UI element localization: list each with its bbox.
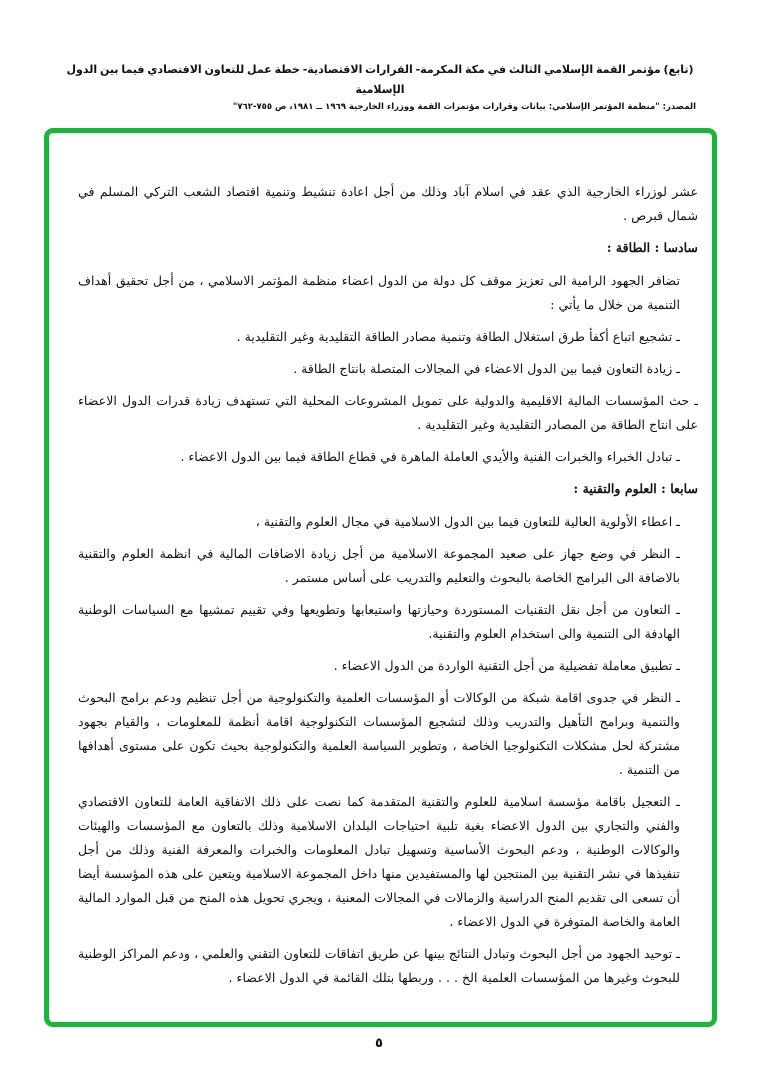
list-item: ـ توحيد الجهود من أجل البحوث وتبادل النتائج بينها عن طريق اتفاقات للتعاون التقني والعلمي ، ودعم المراكز الوطنية للبحوث وغيرها من المؤسسات العلمية الخ . . . وربطها بتلك القائمة في الدول الاعضاء . — [78, 946, 680, 985]
list-item: ـ زيادة التعاون فيما بين الدول الاعضاء في المجالات المتصلة بانتاج الطاقة . — [293, 361, 680, 376]
list-item: ـ تطبيق معاملة تفضيلية من أجل التقنية الواردة من الدول الاعضاء . — [333, 658, 680, 673]
page-number: ٥ — [375, 1036, 383, 1051]
document-source: المصدر: "منظمة المؤتمر الإسلامي: بيانات وقرارات مؤتمرات القمة ووزراء الخارجية ١٩٦٩ ــ ١٩٨١، ص ٧٥٥-٧٦٢" — [232, 102, 696, 112]
list-item: ـ اعطاء الأولوية العالية للتعاون فيما بين الدول الاسلامية في مجال العلوم والتقنية ، — [255, 514, 680, 529]
section-heading-science: سابعا : العلوم والتقنية : — [573, 481, 698, 496]
list-item: ـ تبادل الخبراء والخبرات الفنية والأيدي العاملة الماهرة في قطاع الطاقة فيما بين الدول الاعضاء . — [180, 449, 680, 464]
list-item: ـ تشجيع اتباع أكفأ طرق استغلال الطاقة وتنمية مصادر الطاقة التقليدية وغير التقليدية . — [236, 329, 680, 344]
intro-continuation: عشر لوزراء الخارجية الذي عقد في اسلام آباد وذلك من أجل اعادة تنشيط وتنمية اقتصاد الشعب التركي المسلم في شمال قبرص . — [78, 184, 698, 223]
section-heading-energy: سادسا : الطاقة : — [606, 240, 698, 255]
section-intro-energy: تضافر الجهود الرامية الى تعزيز موقف كل دولة من الدول اعضاء منظمة المؤتمر الاسلامي ، من أجل تحقيق أهداف التنمية من خلال ما يأتي : — [78, 273, 680, 312]
document-body — [78, 180, 698, 998]
list-item: ـ التعاون من أجل نقل التقنيات المستوردة وحيازتها واستيعابها وتطويعها وفي تقييم تمشيها مع السياسات الوطنية الهادفة الى التنمية والى استخدام العلوم والتقنية. — [78, 602, 680, 641]
list-item: ـ النظر في جدوى اقامة شبكة من الوكالات أو المؤسسات العلمية والتكنولوجية من أجل تنظيم ودعم برامج البحوث والتنمية وبرامج التأهيل والتدريب وذلك لتشجيع المؤسسات التكنولوجية اقامة أنظمة للمعلومات ، والقيام بجهود مشتركة لحل مشكلات التكنولوجيا الخاصة ، وتطوير السياسة العلمية والتكنولوجية بحيث تكون على مستوى أهدافها من التنمية . — [78, 690, 680, 777]
list-item: ـ حث المؤسسات المالية الاقليمية والدولية على تمويل المشروعات المحلية التي تستهدف زيادة قدرات الدول الاعضاء على انتاج الطاقة من المصادر التقليدية وغير التقليدية . — [78, 393, 698, 432]
list-item: ـ النظر في وضع جهاز على صعيد المجموعة الاسلامية من أجل زيادة الاضافات المالية في انظمة العلوم والتقنية بالاضافة الى البرامج الخاصة بالبحوث والتعليم والتدريب على أساس مستمر . — [78, 546, 680, 585]
document-header — [50, 60, 710, 115]
list-item: ـ التعجيل باقامة مؤسسة اسلامية للعلوم والتقنية المتقدمة كما نصت على ذلك الاتفاقية العامة للتعاون الاقتصادي والفني والتجاري بين الدول الاعضاء بغية تلبية احتياجات البلدان الاسلامية وذلك بالتعاون مع المؤسسات والهيئات والوكالات الوطنية ، ودعم البحوث الأساسية وتسهيل تبادل المعلومات والخبرات والمعرفة الفنية وذلك من أجل تنفيذها في نشر التقنية بين المنتجين لها والمستفيدين منها داخل المجموعة الاسلامية ويتعين على هذه المؤسسة أيضا أن تسعى الى تقديم المنح الدراسية والزمالات في المجالات المعنية ، ويجري تحويل هذه المنح من قبل الموارد المالية العامة والخاصة المتوفرة في الدول الاعضاء . — [78, 794, 680, 929]
document-title: (تابع) مؤتمر القمة الإسلامي الثالث في مكة المكرمة- القرارات الاقتصادية- خطة عمل للتعاون الاقتصادي فيما بين الدول الإسلامية — [66, 63, 694, 96]
